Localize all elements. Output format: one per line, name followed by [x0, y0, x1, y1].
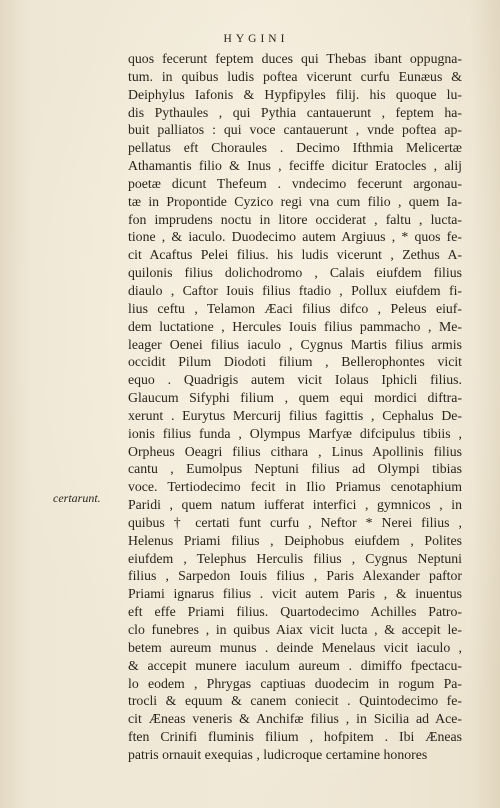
text-line: xerunt . Eurytus Mercurij filius fagittis , Cephalus De-	[128, 407, 462, 423]
text-line: buit palliatos : qui voce cantauerunt , vnde poftea ap-	[128, 122, 462, 138]
text-line: poetæ dicunt Thefeum . vndecimo fecerunt argonau-	[128, 175, 462, 191]
text-line: filius , Sarpedon Iouis filius , Paris Alexander paftor	[128, 568, 462, 584]
text-line: tione , & iaculo. Duodecimo autem Argiuus , * quos fe-	[128, 229, 462, 245]
text-line: ften Crinifi fluminis filium , hofpitem . Ibi Æneas	[128, 729, 462, 745]
text-line: eft effe Priami filius. Quartodecimo Achilles Patro-	[128, 604, 462, 620]
text-line: diaulo , Caftor Iouis filius ftadio , Pollux eiufdem fi-	[128, 282, 462, 298]
text-line: leager Oenei filius iaculo , Cygnus Martis filius armis	[128, 336, 462, 352]
text-line: Priami ignarus filius . vicit autem Paris , & inuentus	[128, 586, 462, 602]
body-text	[128, 50, 462, 764]
text-line: equo . Quadrigis autem vicit Iolaus Iphicli filius.	[128, 372, 462, 388]
text-line: occidit Pilum Diodoti filium , Bellerophontes vicit	[128, 354, 462, 370]
text-line: cantu , Eumolpus Neptuni filius ad Olympi tibias	[128, 461, 462, 477]
text-line: cit Acaftus Pelei filius. his ludis vicerunt , Zethus A-	[128, 247, 462, 263]
text-line: dis Pythaules , qui Pythia cantauerunt , feptem ha-	[128, 104, 462, 120]
text-line: tum. in quibus ludis poftea vicerunt curfu Eunæus &	[128, 68, 462, 84]
text-line: clo funebres , in quibus Aiax vicit lucta , & accepit le-	[128, 622, 462, 637]
text-line: quos fecerunt feptem duces qui Thebas ibant oppugna-	[128, 51, 462, 66]
text-line: betem aureum munus . deinde Menelaus vicit iaculo ,	[128, 639, 462, 655]
text-line: Helenus Priami filius , Deiphobus eiufdem , Polites	[128, 532, 462, 548]
text-line: voce. Tertiodecimo fecit in Ilio Priamus cenotaphium	[128, 479, 462, 495]
text-line: lo eodem , Phrygas captiuas duodecim in rogum Pa-	[128, 675, 462, 691]
text-line: cit Æneas veneris & Anchifæ filius , in Sicilia ad Ace-	[128, 711, 462, 727]
text-line: quibus † certati funt curfu , Neftor * Nerei filius ,	[128, 514, 462, 530]
text-line: patris ornauit exequias , ludicroque certamine honores	[128, 746, 428, 762]
text-line: & accepit munere iaculum aureum . dimiffo fpectacu-	[128, 657, 462, 673]
running-header: HYGINI	[223, 33, 289, 45]
text-line: Glaucum Sifyphi filium , quem equi mordici diftra-	[128, 390, 462, 406]
text-line: Orpheus Oeagri filius cithara , Linus Apollinis filius	[128, 443, 462, 459]
text-line: eiufdem , Telephus Herculis filius , Cygnus Neptuni	[128, 550, 462, 566]
text-line: trocli & equum & canem coniecit . Quintodecimo fe-	[128, 693, 462, 709]
text-line: fon imprudens noctu in litore occiderat , faltu , lucta-	[128, 211, 462, 227]
text-line: pellatus eft Choraules . Decimo Ifthmia Melicertæ	[128, 140, 462, 156]
text-line: Deiphylus Iafonis & Hypfipyles filij. his quoque lu-	[128, 86, 462, 102]
text-line: lius ceftu , Telamon Æaci filius difco , Peleus eiuf-	[128, 300, 462, 316]
text-line: Athamantis filio & Inus , feciffe dicitur Eratocles , alij	[128, 158, 462, 174]
text-line: tæ in Propontide Cyzico regi vna cum filio , quem Ia-	[128, 193, 462, 209]
marginal-note: certarunt.	[53, 491, 101, 505]
text-line: ionis filius funda , Olympus Marfyæ difcipulus tibiis ,	[128, 425, 462, 441]
text-line: Paridi , quem natum iufferat interfici , gymnicos , in	[128, 497, 462, 513]
text-line: quilonis filius dolichodromo , Calais eiufdem filius	[128, 265, 462, 281]
text-line: dem luctatione , Hercules Iouis filius pammacho , Me-	[128, 318, 462, 334]
